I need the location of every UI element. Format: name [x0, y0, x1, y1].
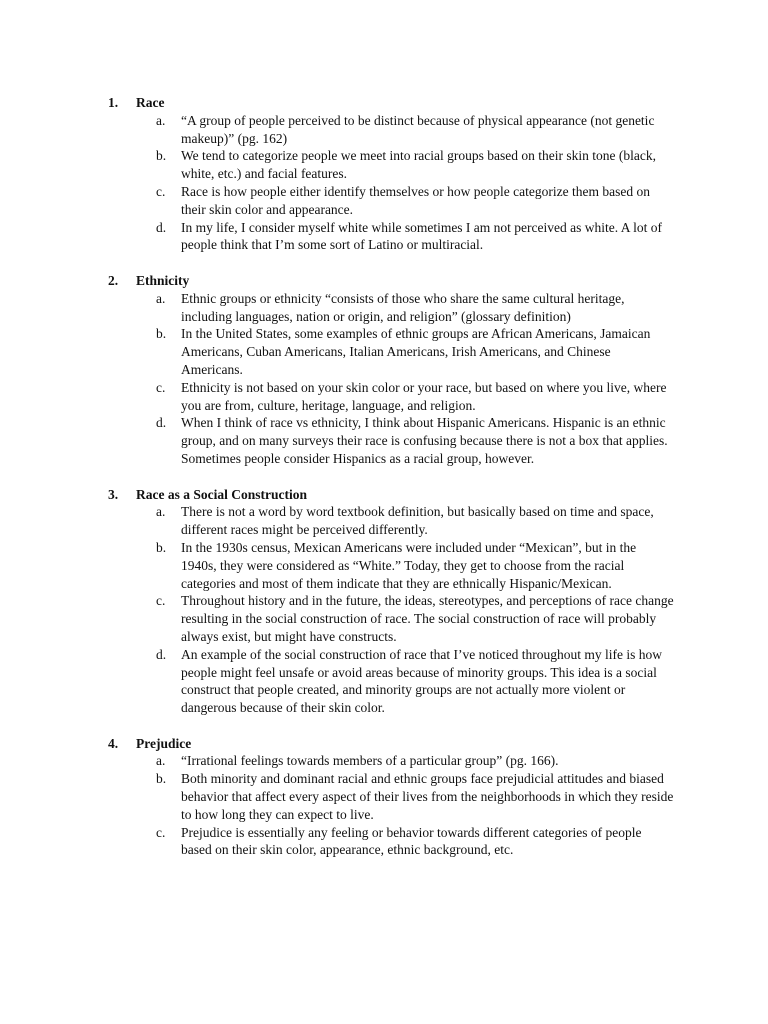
item-letter: b.	[156, 539, 167, 555]
list-item	[108, 112, 708, 148]
item-letter: c.	[156, 593, 166, 609]
list-item	[108, 646, 708, 717]
list-item	[108, 290, 708, 326]
item-text: Throughout history and in the future, the ideas, stereotypes, and perceptions of race change resulting in the social construction of race. The social construction of race will probably always exist, but might have constructs.	[181, 593, 674, 644]
item-letter: b.	[156, 771, 167, 787]
list-item	[108, 414, 708, 467]
list-item	[108, 219, 708, 255]
section-items	[108, 290, 708, 468]
section-items	[108, 752, 708, 859]
item-letter: a.	[156, 290, 166, 306]
section-heading	[108, 272, 708, 290]
item-text: Ethnicity is not based on your skin color or your race, but based on where you live, where you are from, culture, heritage, language, and religion.	[181, 379, 667, 413]
item-text: There is not a word by word textbook definition, but basically based on time and space, different races might be perceived differently.	[181, 504, 654, 538]
item-text: Prejudice is essentially any feeling or behavior towards different categories of people based on their skin color, appearance, ethnic background, etc.	[181, 824, 642, 858]
item-text: In the 1930s census, Mexican Americans were included under “Mexican”, but in the 1940s, they were considered as “White.” Today, they get to choose from the racial categories and most of them indicate that they are ethnically Hispanic/Mexican.	[181, 539, 637, 591]
list-item	[108, 770, 708, 823]
list-item	[108, 325, 708, 378]
item-text: We tend to categorize people we meet into racial groups based on their skin tone (black, white, etc.) and facial features.	[181, 148, 656, 182]
item-text: “Irrational feelings towards members of a particular group” (pg. 166).	[181, 753, 559, 769]
list-item	[108, 824, 708, 860]
section-number: 2.	[108, 272, 119, 288]
item-letter: c.	[156, 824, 166, 840]
section-race-social-construction	[108, 486, 708, 717]
section-number: 1.	[108, 95, 119, 110]
section-items	[108, 112, 708, 254]
item-letter: c.	[156, 183, 166, 199]
section-title: Prejudice	[136, 735, 192, 751]
section-heading	[108, 486, 708, 504]
section-title: Ethnicity	[136, 272, 190, 288]
section-title: Race as a Social Construction	[136, 486, 307, 502]
item-text: Both minority and dominant racial and ethnic groups face prejudicial attitudes and biased behavior that affect every aspect of their lives from the neighborhoods in which they reside to how long they can expect to live.	[181, 771, 674, 822]
item-letter: c.	[156, 379, 166, 395]
section-title: Race	[136, 95, 165, 110]
item-text: In my life, I consider myself white while sometimes I am not perceived as white. A lot of people think that I’m some sort of Latino or multiracial.	[181, 219, 663, 253]
section-number: 3.	[108, 486, 119, 502]
outline-list	[108, 94, 708, 877]
list-item	[108, 147, 708, 183]
item-text: An example of the social construction of race that I’ve noticed throughout my life is how people might feel unsafe or avoid areas because of minority groups. This idea is a social construct that people created, and minority groups are not actually more violent or dangerous because of their skin color.	[181, 646, 662, 716]
item-text: Ethnic groups or ethnicity “consists of those who share the same cultural heritage, including languages, nation or origin, and religion” (glossary definition)	[181, 290, 625, 324]
item-text: Race is how people either identify themselves or how people categorize them based on their skin color and appearance.	[181, 183, 650, 217]
item-letter: a.	[156, 112, 166, 128]
list-item	[108, 183, 708, 219]
item-letter: a.	[156, 753, 166, 769]
section-heading	[108, 94, 708, 112]
section-number: 4.	[108, 735, 119, 751]
list-item	[108, 752, 708, 770]
section-ethnicity	[108, 272, 708, 468]
list-item	[108, 503, 708, 539]
item-text: When I think of race vs ethnicity, I think about Hispanic Americans. Hispanic is an ethnic group, and on many surveys their race is confusing because there is not a box that applies. Sometimes people consider Hispanics as a racial group, however.	[181, 415, 668, 466]
item-letter: a.	[156, 504, 166, 520]
list-item	[108, 539, 708, 592]
item-letter: b.	[156, 148, 167, 164]
section-prejudice	[108, 735, 708, 860]
item-letter: d.	[156, 415, 167, 431]
item-letter: b.	[156, 326, 167, 342]
list-item	[108, 379, 708, 415]
section-heading	[108, 735, 708, 753]
item-text: “A group of people perceived to be distinct because of physical appearance (not genetic makeup)” (pg. 162)	[181, 112, 655, 146]
item-text: In the United States, some examples of ethnic groups are African Americans, Jamaican Americans, Cuban Americans, Italian Americans, Irish Americans, and Chinese Americans.	[181, 326, 651, 377]
section-items	[108, 503, 708, 717]
item-letter: d.	[156, 219, 167, 235]
item-letter: d.	[156, 646, 167, 662]
section-race	[108, 94, 708, 254]
list-item	[108, 592, 708, 645]
